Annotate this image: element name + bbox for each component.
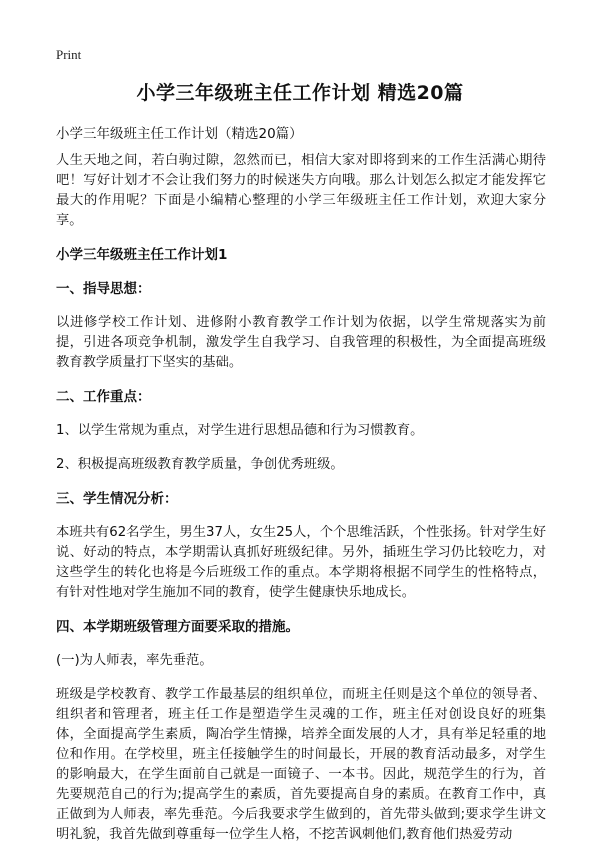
section-heading-guiding-ideology: 一、指导思想：	[56, 281, 151, 297]
intro-paragraph: 人生天地之间，若白驹过隙，忽然而已，相信大家对即将到来的工作生活满心期待吧！写好计划才不会让我们努力的时候迷失方向哦。那么计划怎么拟定才能发挥它最大的作用呢？下面是小编精心整理的小学三年级班主任工作计划，欢迎大家分享。	[56, 153, 546, 228]
measures-subheading-1: (一)为人师表，率先垂范。	[56, 653, 213, 668]
page-title: 小学三年级班主任工作计划 精选20篇	[136, 82, 464, 104]
section-heading-measures: 四、本学期班级管理方面要采取的措施。	[56, 619, 299, 635]
document-subtitle: 小学三年级班主任工作计划（精选20篇）	[56, 126, 303, 142]
work-focus-item-1: 1、以学生常规为重点，对学生进行思想品德和行为习惯教育。	[56, 423, 424, 438]
section-text-guiding-ideology: 以进修学校工作计划、进修附小教育教学工作计划为依据，以学生常规落实为前提，引进各项竞争机制，激发学生自我学习、自我管理的积极性，为全面提高班级教育教学质量打下坚实的基础。	[56, 315, 546, 370]
section-heading-work-focus: 二、工作重点：	[56, 389, 151, 405]
plan-title: 小学三年级班主任工作计划1	[56, 247, 228, 263]
section-text-measures: 班级是学校教育、教学工作最基层的组织单位，而班主任则是这个单位的领导者、组织者和管理者，班主任工作是塑造学生灵魂的工作，班主任对创设良好的班集体，全面提高学生素质，陶冶学生情操，培养全面发展的人才，具有举足轻重的地位和作用。在学校里，班主任接触学生的时间最长，开展的教育活动最多，对学生的影响最大，在学生面前自己就是一面镜子、一本书。因此，规范学生的行为，首先要规范自己的行为;提高学生的素质，首先要提高自身的素质。在教育工作中，真正做到为人师表，率先垂范。今后我要求学生做到的，首先带头做到;要求学生讲文明礼貌，我首先做到尊重每一位学生人格，不挖苦讽刺他们,教育他们热爱劳动	[56, 687, 546, 842]
work-focus-item-2: 2、积极提高班级教育教学质量，争创优秀班级。	[56, 457, 344, 472]
section-heading-student-analysis: 三、学生情况分析：	[56, 491, 178, 507]
print-label: Print	[56, 47, 82, 62]
section-text-student-analysis: 本班共有62名学生，男生37人，女生25人，个个思维活跃，个性张扬。针对学生好说、好动的特点，本学期需认真抓好班级纪律。另外，插班生学习仍比较吃力，对这些学生的转化也将是今后班级工作的重点。本学期将根据不同学生的性格特点，有针对性地对学生施加不同的教育，使学生健康快乐地成长。	[56, 525, 546, 600]
document-body	[56, 151, 546, 859]
